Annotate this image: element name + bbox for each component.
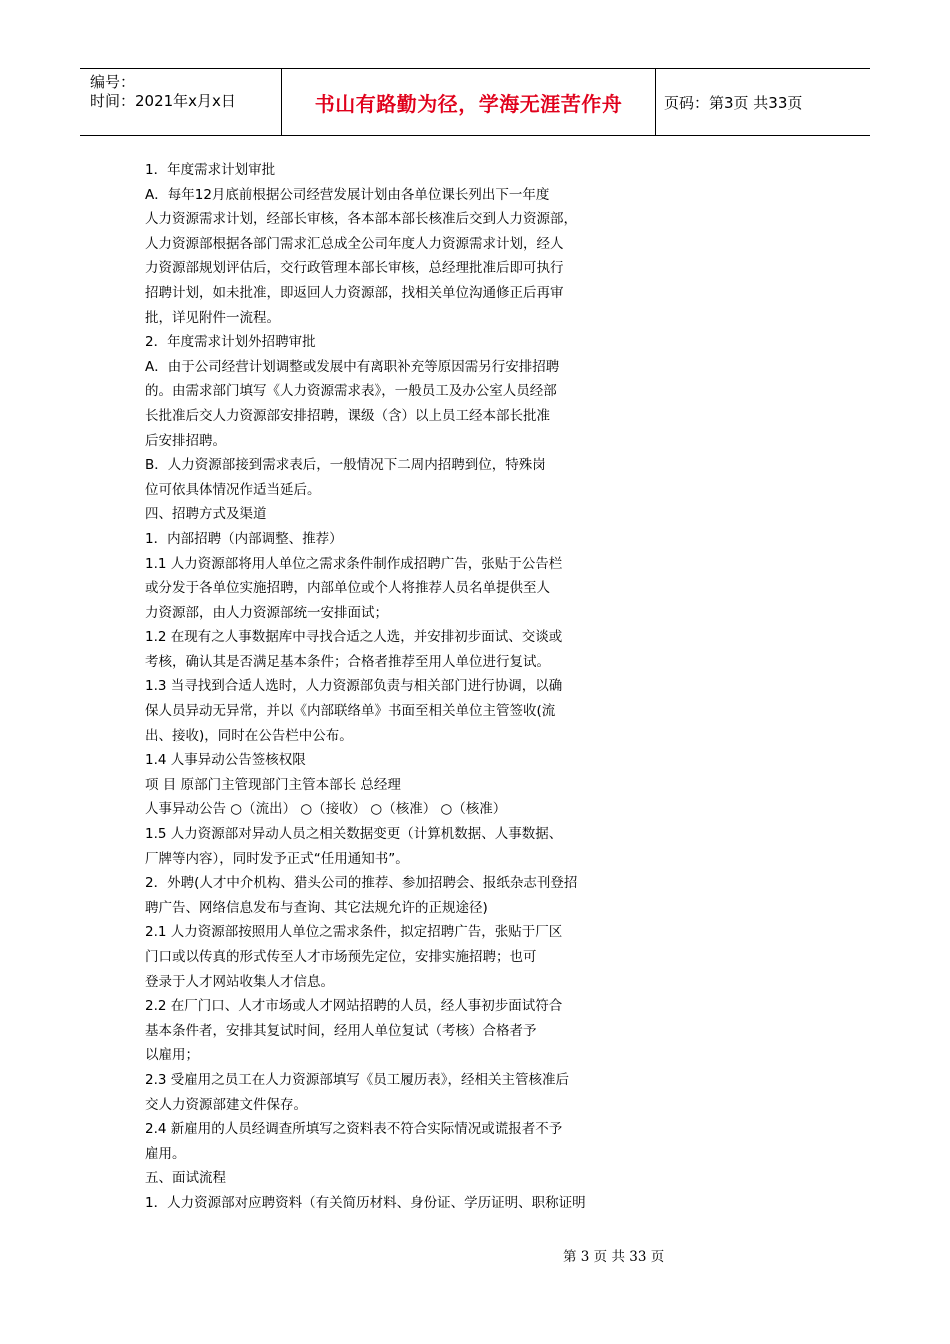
header-meta (80, 69, 282, 135)
text-line: 1.5 人力资源部对异动人员之相关数据变更（计算机数据、人事数据、 (145, 826, 563, 843)
text-line: 雇用。 (145, 1145, 186, 1162)
doc-time-label: 时间：2021年x月x日 (90, 92, 236, 110)
text-line: 厂牌等内容），同时发予正式“任用通知书”。 (145, 850, 409, 867)
text-line: 或分发于各单位实施招聘，内部单位或个人将推荐人员名单提供至人 (145, 580, 550, 597)
text-line: 人事异动公告 ○（流出） ○（接收） ○（核准） ○（核准） (145, 801, 507, 818)
text-line: 的。由需求部门填写《人力资源需求表》，一般员工及办公室人员经部 (145, 383, 557, 400)
text-line: 后安排招聘。 (145, 432, 226, 449)
text-line: 2．外聘(人才中介机构、猎头公司的推荐、参加招聘会、报纸杂志刊登招 (145, 875, 578, 892)
text-line: 2．年度需求计划外招聘审批 (145, 334, 316, 351)
text-line: 四、招聘方式及渠道 (145, 506, 267, 523)
text-line: 力资源部规划评估后，交行政管理本部长审核，总经理批准后即可执行 (145, 260, 564, 277)
text-line: 1.4 人事异动公告签核权限 (145, 752, 306, 769)
header-motto: 书山有路勤为径，学海无涯苦作舟 (282, 69, 656, 135)
text-line: 登录于人才网站收集人才信息。 (145, 973, 334, 990)
text-line: A．由于公司经营计划调整或发展中有离职补充等原因需另行安排招聘 (145, 358, 560, 375)
text-line: 以雇用； (145, 1047, 199, 1064)
text-line: 1．内部招聘（内部调整、推荐） (145, 530, 343, 547)
text-line: 1.3 当寻找到合适人选时，人力资源部负责与相关部门进行协调，以确 (145, 678, 563, 695)
text-line: 2.2 在厂门口、人才市场或人才网站招聘的人员，经人事初步面试符合 (145, 998, 563, 1015)
header-page-number: 页码：第3页 共33页 (664, 93, 803, 112)
text-line: 2.4 新雇用的人员经调查所填写之资料表不符合实际情况或谎报者不予 (145, 1121, 563, 1138)
text-line: 交人力资源部建文件保存。 (145, 1096, 307, 1113)
text-line: 出、接收)，同时在公告栏中公布。 (145, 727, 353, 744)
text-line: 门口或以传真的形式传至人才市场预先定位，安排实施招聘；也可 (145, 949, 537, 965)
text-line: 位可依具体情况作适当延后。 (145, 481, 321, 498)
text-line: 保人员异动无异常，并以《内部联络单》书面至相关单位主管签收(流 (145, 703, 556, 720)
text-line: 项 目 原部门主管现部门主管本部长 总经理 (145, 776, 401, 793)
text-line: 1．人力资源部对应聘资料（有关简历材料、身份证、学历证明、职称证明 (145, 1194, 586, 1211)
text-line: 1．年度需求计划审批 (145, 162, 276, 178)
page-header (80, 68, 870, 136)
document-body (145, 158, 625, 1216)
text-line: 五、面试流程 (145, 1170, 226, 1187)
doc-number-label: 编号： (90, 73, 136, 91)
text-line: 2.1 人力资源部按照用人单位之需求条件，拟定招聘广告，张贴于厂区 (145, 924, 563, 941)
text-line: 招聘计划，如未批准，即返回人力资源部，找相关单位沟通修正后再审 (145, 284, 564, 301)
text-line: 1.1 人力资源部将用人单位之需求条件制作成招聘广告，张贴于公告栏 (145, 555, 563, 572)
text-line: 1.2 在现有之人事数据库中寻找合适之人选，并安排初步面试、交谈或 (145, 629, 563, 646)
page-footer: 第 3 页 共 33 页 (563, 1249, 665, 1265)
text-line: 聘广告、网络信息发布与查询、其它法规允许的正规途径) (145, 899, 488, 916)
text-line: B．人力资源部接到需求表后，一般情况下二周内招聘到位，特殊岗 (145, 457, 546, 474)
text-line: 人力资源部根据各部门需求汇总成全公司年度人力资源需求计划，经人 (145, 235, 564, 252)
text-line: 2.3 受雇用之员工在人力资源部填写《员工履历表》，经相关主管核准后 (145, 1071, 570, 1088)
text-line: 长批准后交人力资源部安排招聘，课级（含）以上员工经本部长批准 (145, 407, 550, 424)
text-line: A．每年12月底前根据公司经营发展计划由各单位课长列出下一年度 (145, 186, 550, 203)
text-line: 基本条件者，安排其复试时间，经用人单位复试（考核）合格者予 (145, 1022, 537, 1039)
text-line: 力资源部，由人力资源部统一安排面试； (145, 604, 388, 621)
text-line: 人力资源需求计划，经部长审核，各本部本部长核准后交到人力资源部， (145, 211, 577, 228)
text-line: 批，详见附件一流程。 (145, 309, 280, 326)
text-line: 考核，确认其是否满足基本条件；合格者推荐至用人单位进行复试。 (145, 653, 550, 670)
